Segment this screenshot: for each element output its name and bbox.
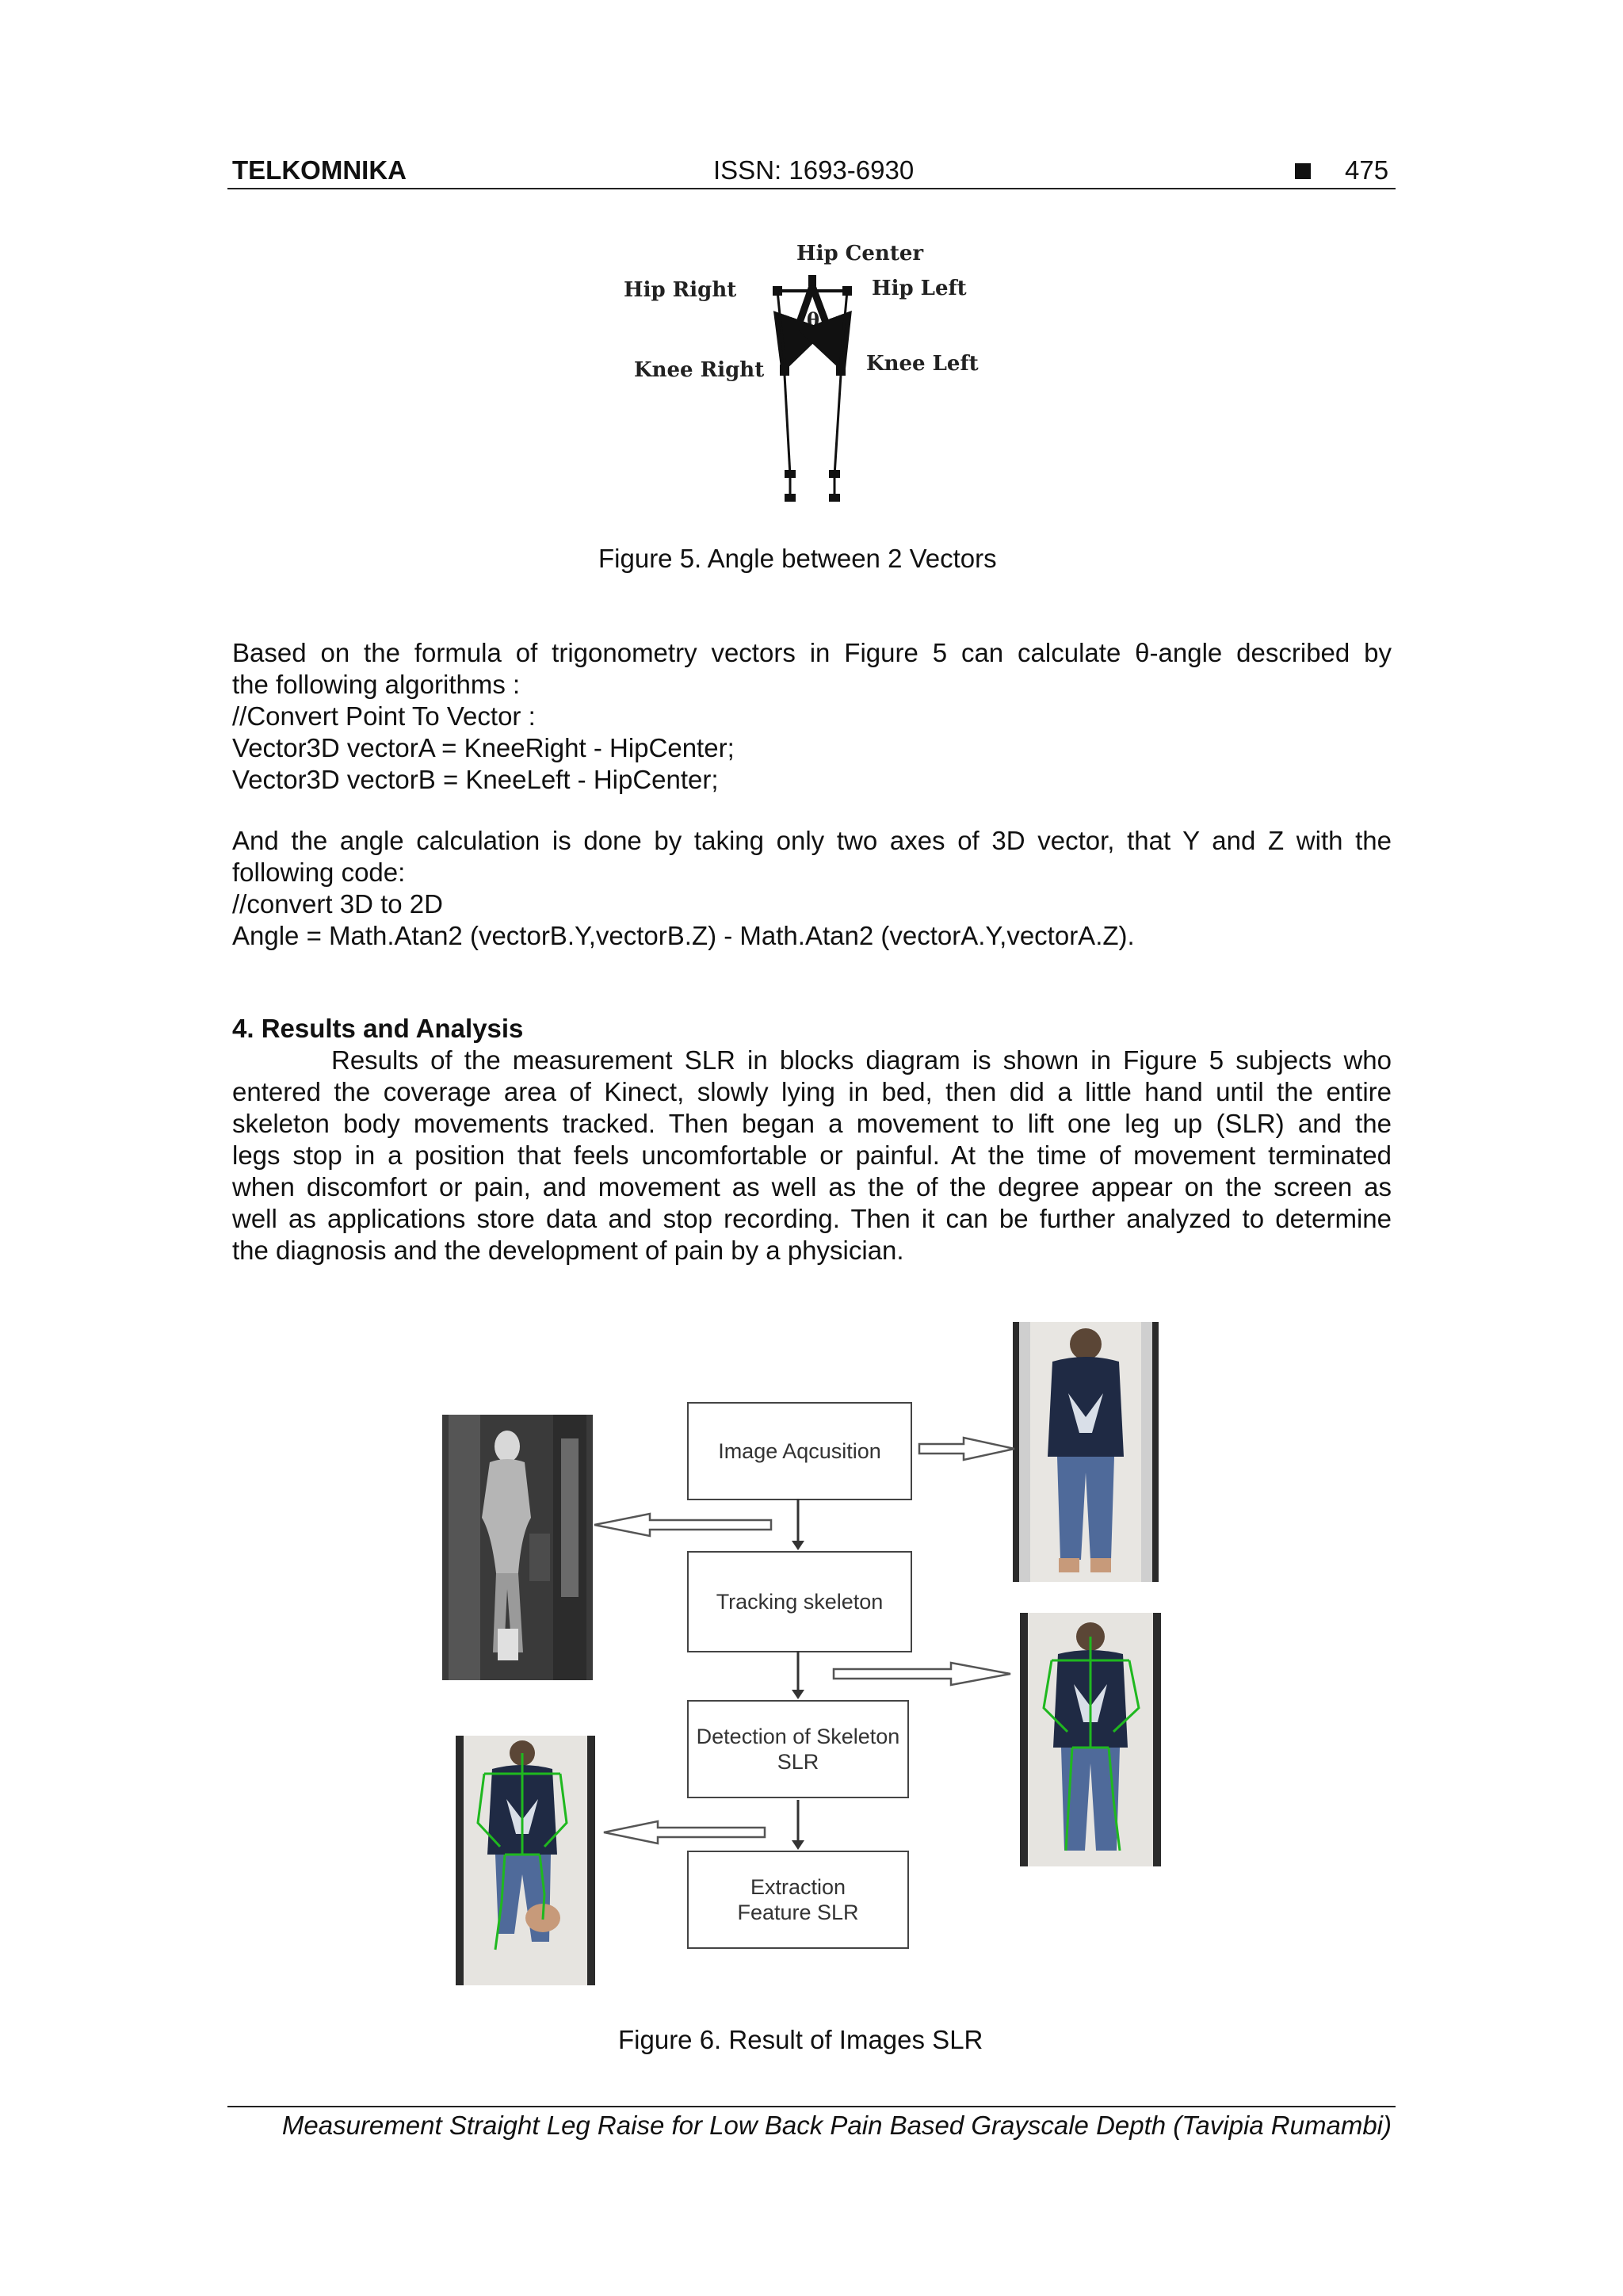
results-line-2: entered the coverage area of Kinect, slowly lying in bed, then did a little hand until the entire — [232, 1077, 1392, 1106]
footer-citation: Measurement Straight Leg Raise for Low Back Pain Based Grayscale Depth (Tavipia Rumambi) — [281, 2111, 1392, 2140]
code1-line-2: Vector3D vectorA = KneeRight - HipCenter; — [232, 733, 735, 762]
para2-line-1: And the angle calculation is done by taking only two axes of 3D vector, that Y and Z with the — [232, 826, 1392, 855]
angle-calc-section — [232, 825, 1392, 952]
section-heading: 4. Results and Analysis — [232, 1014, 524, 1043]
vectors-section — [232, 637, 1392, 796]
ankle-left-joint — [829, 470, 840, 478]
subject-photo-3-slr — [456, 1736, 595, 1985]
para1-line-1: Based on the formula of trigonometry vectors in Figure 5 can calculate θ-angle described by — [232, 638, 1392, 667]
block-image-acquisition: Image Aqcusition — [687, 1402, 912, 1500]
results-line-6: well as applications store data and stop recording. Then it can be further analyzed to determine — [232, 1204, 1392, 1233]
figure5-skeleton-diagram — [610, 234, 1006, 519]
knee-left-joint — [836, 365, 846, 376]
left-shin — [834, 375, 841, 476]
code1-line-3: Vector3D vectorB = KneeLeft - HipCenter; — [232, 765, 719, 794]
results-line-7: the diagnosis and the development of pain by a physician. — [232, 1236, 904, 1265]
left-thigh — [840, 291, 847, 370]
right-shin — [785, 375, 790, 476]
header-rule — [227, 188, 1396, 189]
figure5-caption: Figure 5. Angle between 2 Vectors — [598, 544, 997, 573]
subject-photo-1 — [1013, 1322, 1159, 1582]
block-extraction-feature-slr: Extraction Feature SLR — [687, 1851, 909, 1949]
square-bullet-icon — [1295, 163, 1311, 179]
label-hip-right: Hip Right — [624, 278, 737, 302]
flow-arrows — [586, 1395, 1030, 1862]
down-arrow-icon — [792, 1840, 804, 1850]
code1-line-1: //Convert Point To Vector : — [232, 701, 536, 731]
left-arrow-icon — [594, 1514, 771, 1536]
label-hip-left: Hip Left — [872, 277, 967, 300]
right-arrow-icon — [834, 1663, 1010, 1685]
footer-rule — [227, 2106, 1396, 2107]
issn: ISSN: 1693-6930 — [713, 155, 915, 185]
foot-right-joint — [785, 494, 796, 502]
results-line-4: legs stop in a position that feels uncomfortable or painful. At the time of movement terminated — [232, 1140, 1392, 1170]
knee-right-joint — [780, 365, 789, 376]
label-hip-center: Hip Center — [796, 242, 924, 266]
right-thigh — [777, 291, 785, 370]
block-tracking-skeleton: Tracking skeleton — [687, 1551, 912, 1652]
right-arrow-icon — [919, 1438, 1014, 1460]
ankle-right-joint — [785, 470, 796, 478]
label-knee-right: Knee Right — [634, 358, 765, 382]
journal-name: TELKOMNIKA — [232, 155, 407, 185]
results-section — [232, 1013, 1392, 1266]
down-arrow-icon — [792, 1541, 804, 1550]
label-theta: θ — [807, 308, 820, 331]
block-detection-skeleton-slr: Detection of Skeleton SLR — [687, 1700, 909, 1798]
down-arrow-icon — [792, 1690, 804, 1699]
code2-line-2: Angle = Math.Atan2 (vectorB.Y,vectorB.Z) - Math.Atan2 (vectorA.Y,vectorA.Z). — [232, 921, 1135, 950]
results-line-1: Results of the measurement SLR in blocks diagram is shown in Figure 5 subjects who — [331, 1045, 1392, 1075]
figure6-caption: Figure 6. Result of Images SLR — [618, 2025, 983, 2054]
para2-line-2: following code: — [232, 858, 406, 887]
subject-photo-2-skeleton — [1020, 1613, 1161, 1866]
depth-image — [442, 1415, 593, 1680]
label-knee-left: Knee Left — [866, 352, 979, 376]
results-line-3: skeleton body movements tracked. Then began a movement to lift one leg up (SLR) and the — [232, 1109, 1392, 1138]
page-number: 475 — [1345, 155, 1389, 185]
hip-center-joint — [808, 275, 816, 286]
results-line-5: when discomfort or pain, and movement as well as the of the degree appear on the screen as — [232, 1172, 1392, 1201]
code2-line-1: //convert 3D to 2D — [232, 889, 443, 919]
foot-left-joint — [829, 494, 840, 502]
left-arrow-icon — [604, 1821, 765, 1843]
para1-line-2: the following algorithms : — [232, 670, 521, 699]
